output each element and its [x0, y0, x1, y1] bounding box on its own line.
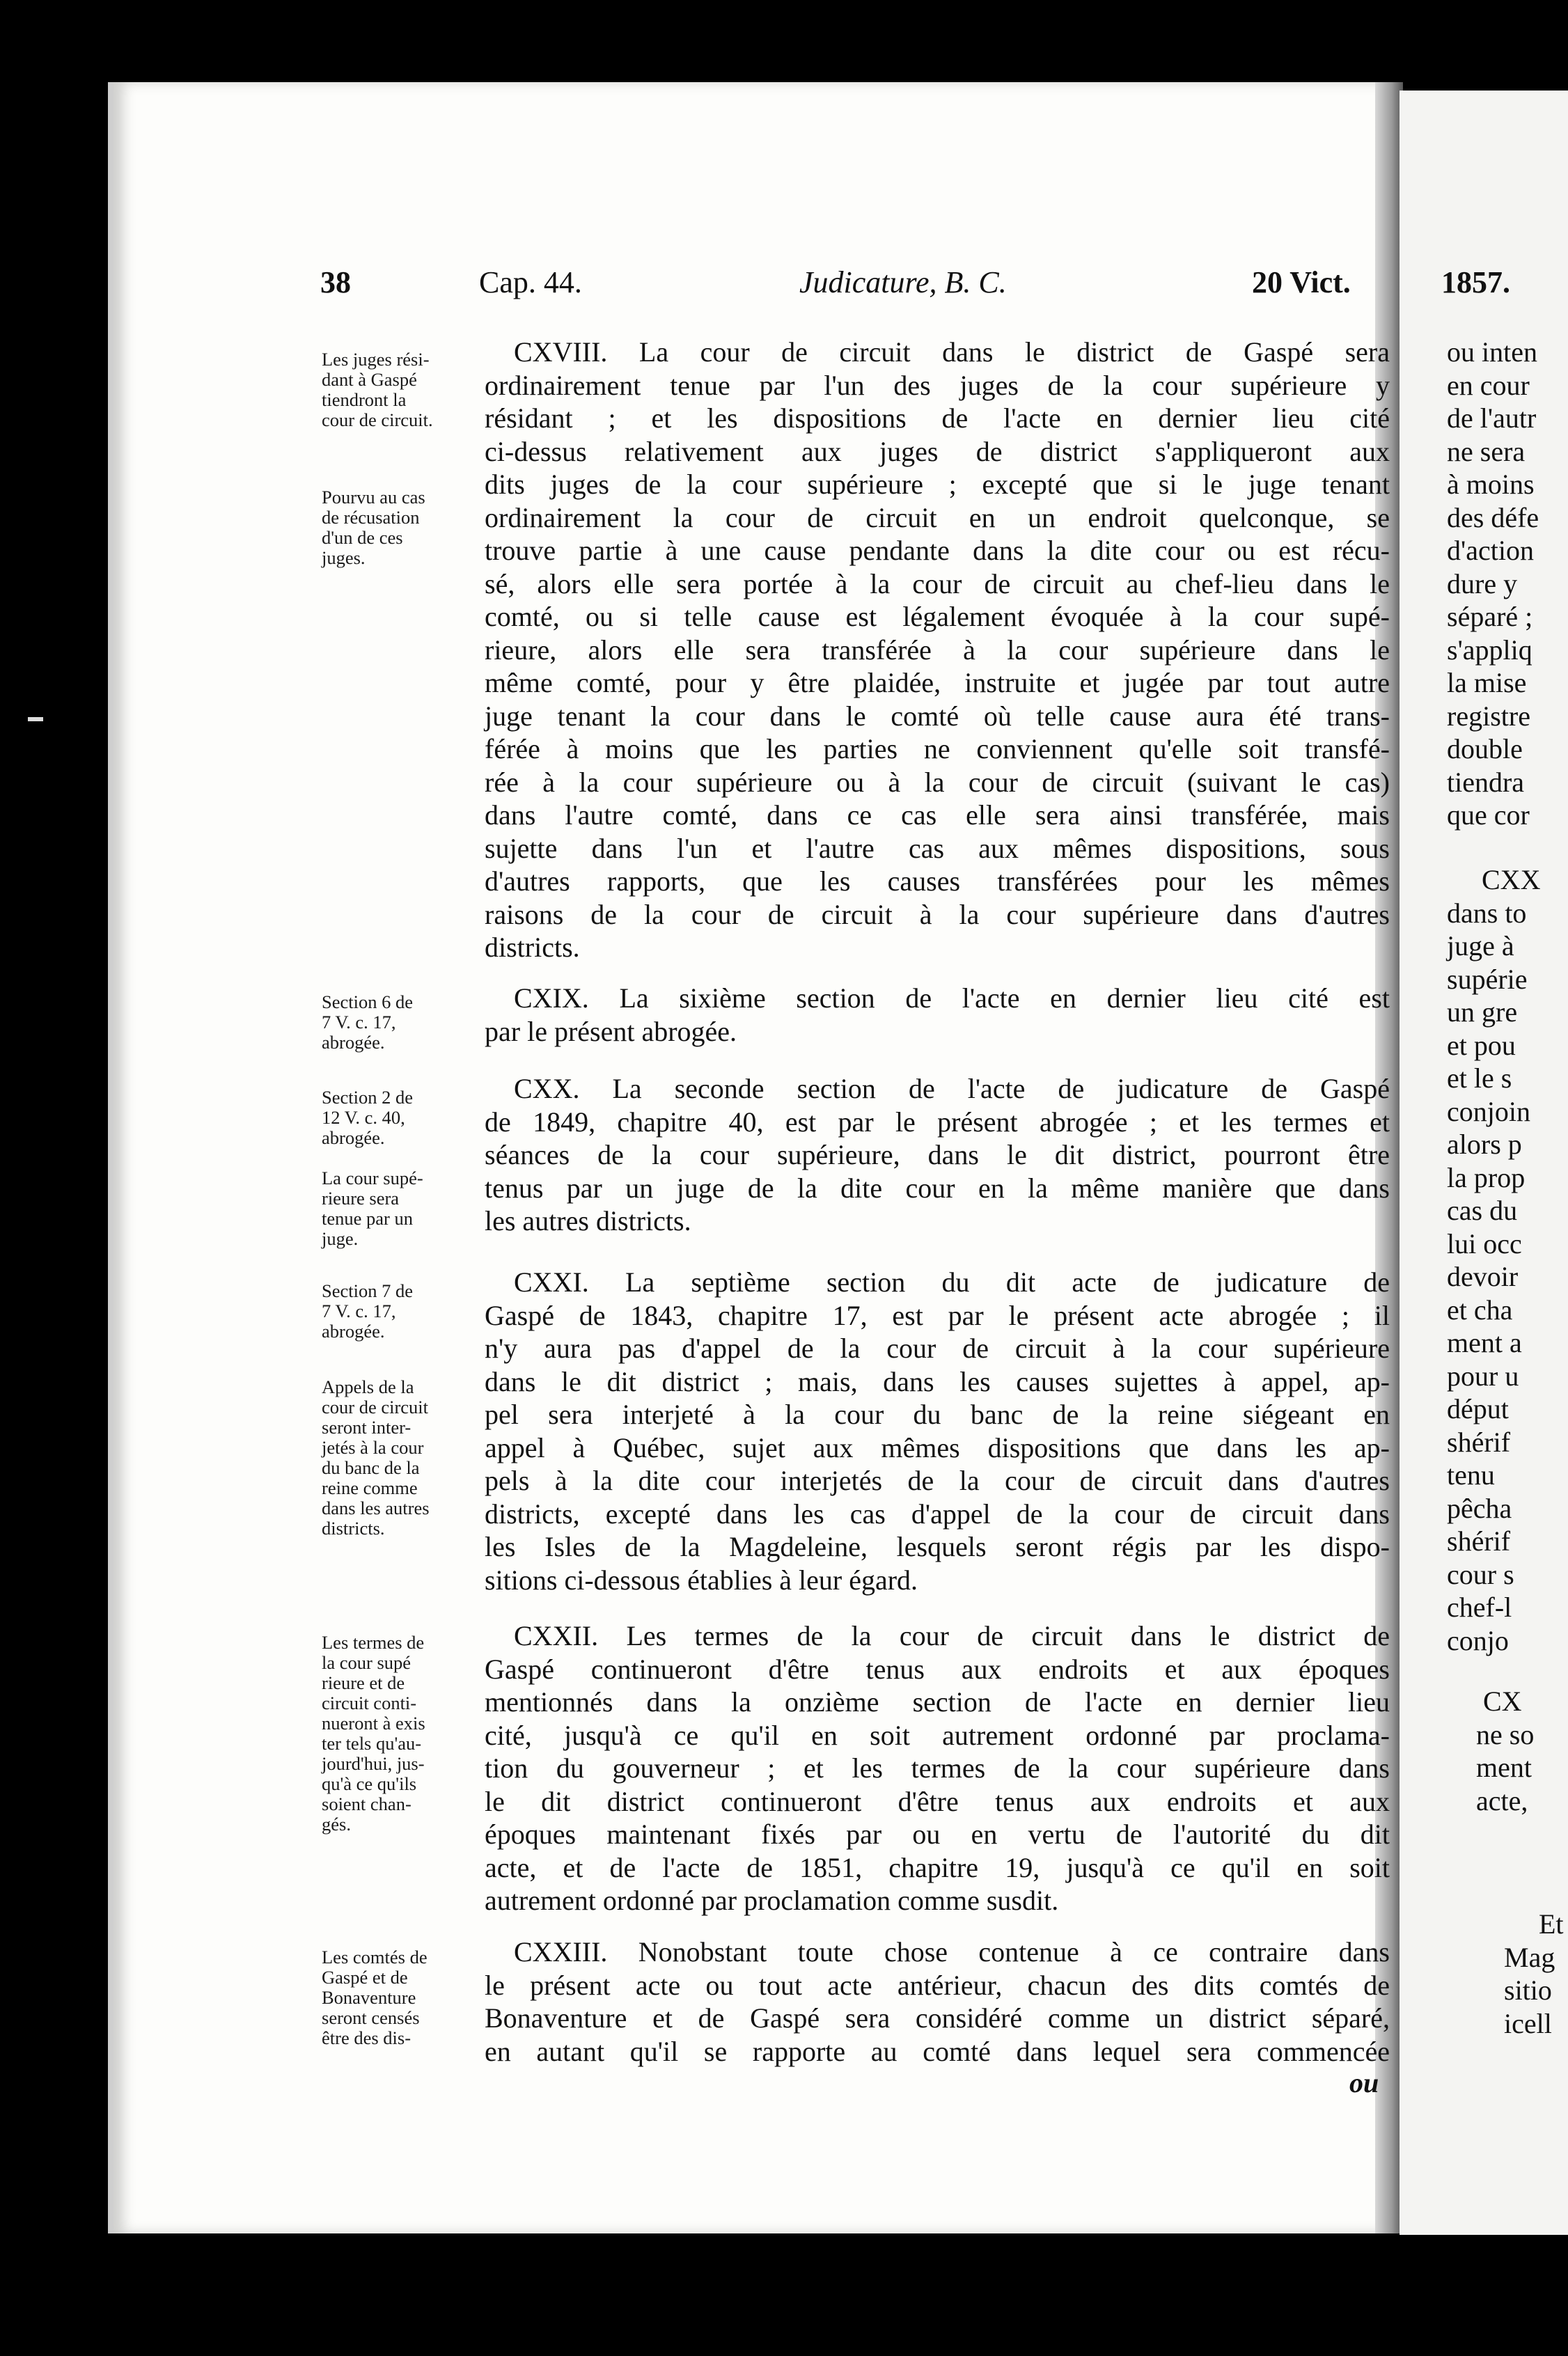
catchword: ou: [1349, 2067, 1379, 2098]
section-cxviii: CXVIII. La cour de circuit dans le district de Gaspé sera ordinairement tenue par l'un des juges de la cour supérieure y résidant ; et les dispositions de l'acte en dernier lieu cité ci-dessus relativement aux juges de district s'appliqueront aux dits juges de la cour supérieure ; excepté que si le juge tenant ordinairement la cour de circuit en un endroit quelconque, se trouve partie à une cause pendante dans la dite cour ou est récu- sé, alors elle sera portée à la cour de circuit au chef-lieu dans le comté, ou si telle cause est légalement évoquée à la cour supé- rieure, alors elle sera transférée à la cour supérieure dans le même comté, pour y être plaidée, instruite et jugée par tout autre juge tenant la cour dans le comté où telle cause aura été trans- férée à moins que les parties ne conviennent qu'elle soit transfé- rée à la cour supérieure ou à la cour de circuit (suivant le cas) dans l'autre comté, dans ce cas elle sera ainsi transférée, mais sujette dans l'un et l'autre cas aux mêmes dispositions, sous d'autres rapports, que les causes transférées pour les mêmes raisons de la cour de circuit à la cour supérieure dans d'autres districts.: [485, 336, 1390, 963]
reign-label: 20 Vict.: [1252, 265, 1351, 299]
running-title: Judicature, B. C.: [799, 265, 1007, 299]
margin-note: Pourvu au cas de récusation d'un de ces juges.: [322, 487, 425, 568]
facing-page-text-low: CX ne so ment acte,: [1476, 1686, 1535, 1816]
page-number: 38: [320, 265, 351, 299]
margin-note: La cour supé- rieure sera tenue par un juge.: [322, 1168, 423, 1249]
facing-page-text-mid: CXX dans to juge à supérie un gre et pou et le s conjoin alors p la prop cas du lui occ devoir et cha ment a pour u déput shérif tenu pêcha shérif cour s chef-l conjo: [1447, 864, 1541, 1656]
margin-note: Les juges rési- dant à Gaspé tiendront la cour de circuit.: [322, 349, 433, 430]
facing-page-text-top: ou inten en cour de l'autr ne sera à moins des défe d'action dure y séparé ; s'appliq la mise registre double tiendra que cor: [1447, 336, 1539, 831]
section-cxxi: CXXI. La septième section du dit acte de judicature de Gaspé de 1843, chapitre 17, est par le présent acte abrogée ; il n'y aura pas d'appel de la cour de circuit à la cour supérieure dans le dit district ; mais, dans les causes sujettes à appel, ap- pel sera interjeté à la cour du banc de la reine siégeant en appel à Québec, sujet aux mêmes dispositions que dans les ap- pels à la dite cour interjetés de la cour de circuit dans d'autres districts, excepté dans les cas d'appel de la cour de circuit dans les Isles de la Magdeleine, lesquels seront régis par les dispo- sitions ci-dessous établies à leur égard.: [485, 1266, 1390, 1596]
scan-speck: [28, 717, 43, 721]
facing-page-text-bottom: Et Mag sitio icell: [1504, 1908, 1564, 2039]
section-cxx: CXX. La seconde section de l'acte de judicature de Gaspé de 1849, chapitre 40, est par le présent abrogée ; et les termes et séances de la cour supérieure, dans le dit district, pourront être tenus par un juge de la dite cour en la même manière que dans les autres districts.: [485, 1073, 1390, 1236]
margin-note: Section 6 de 7 V. c. 17, abrogée.: [322, 991, 413, 1053]
margin-note: Les comtés de Gaspé et de Bonaventure seront censés être des dis-: [322, 1947, 428, 2048]
facing-page-year: 1857.: [1441, 265, 1510, 299]
running-header: [202, 265, 1525, 306]
margin-note: Les termes de la cour supé rieure et de circuit conti- nueront à exis ter tels qu'au- jourd'hui, jus- qu'à ce qu'ils soient chan- gés.: [322, 1632, 425, 1835]
margin-note: Section 7 de 7 V. c. 17, abrogée.: [322, 1280, 413, 1342]
margin-note: Section 2 de 12 V. c. 40, abrogée.: [322, 1087, 413, 1148]
section-cxxii: CXXII. Les termes de la cour de circuit dans le district de Gaspé continueront d'être tenus aux endroits et aux époques mentionnés dans la onzième section de l'acte en dernier lieu cité, jusqu'à ce qu'il en soit autrement ordonné par proclama- tion du gouverneur ; et les termes de la cour supérieure dans le dit district continueront d'être tenus aux endroits et aux époques maintenant fixés par ou en vertu de l'autorité du dit acte, et de l'acte de 1851, chapitre 19, jusqu'à ce qu'il en soit autrement ordonné par proclamation comme susdit.: [485, 1620, 1390, 1916]
section-cxxiii: CXXIII. Nonobstant toute chose contenue à ce contraire dans le présent acte ou tout acte antérieur, chacun des dits comtés de Bonaventure et de Gaspé sera considéré comme un district séparé, en autant qu'il se rapporte au comté dans lequel sera commencée: [485, 1936, 1390, 2067]
chapter-label: Cap. 44.: [479, 265, 582, 299]
margin-note: Appels de la cour de circuit seront inter- jetés à la cour du banc de la reine comme dans les autres districts.: [322, 1376, 430, 1539]
section-cxix: CXIX. La sixième section de l'acte en dernier lieu cité est par le présent abrogée.: [485, 982, 1390, 1047]
